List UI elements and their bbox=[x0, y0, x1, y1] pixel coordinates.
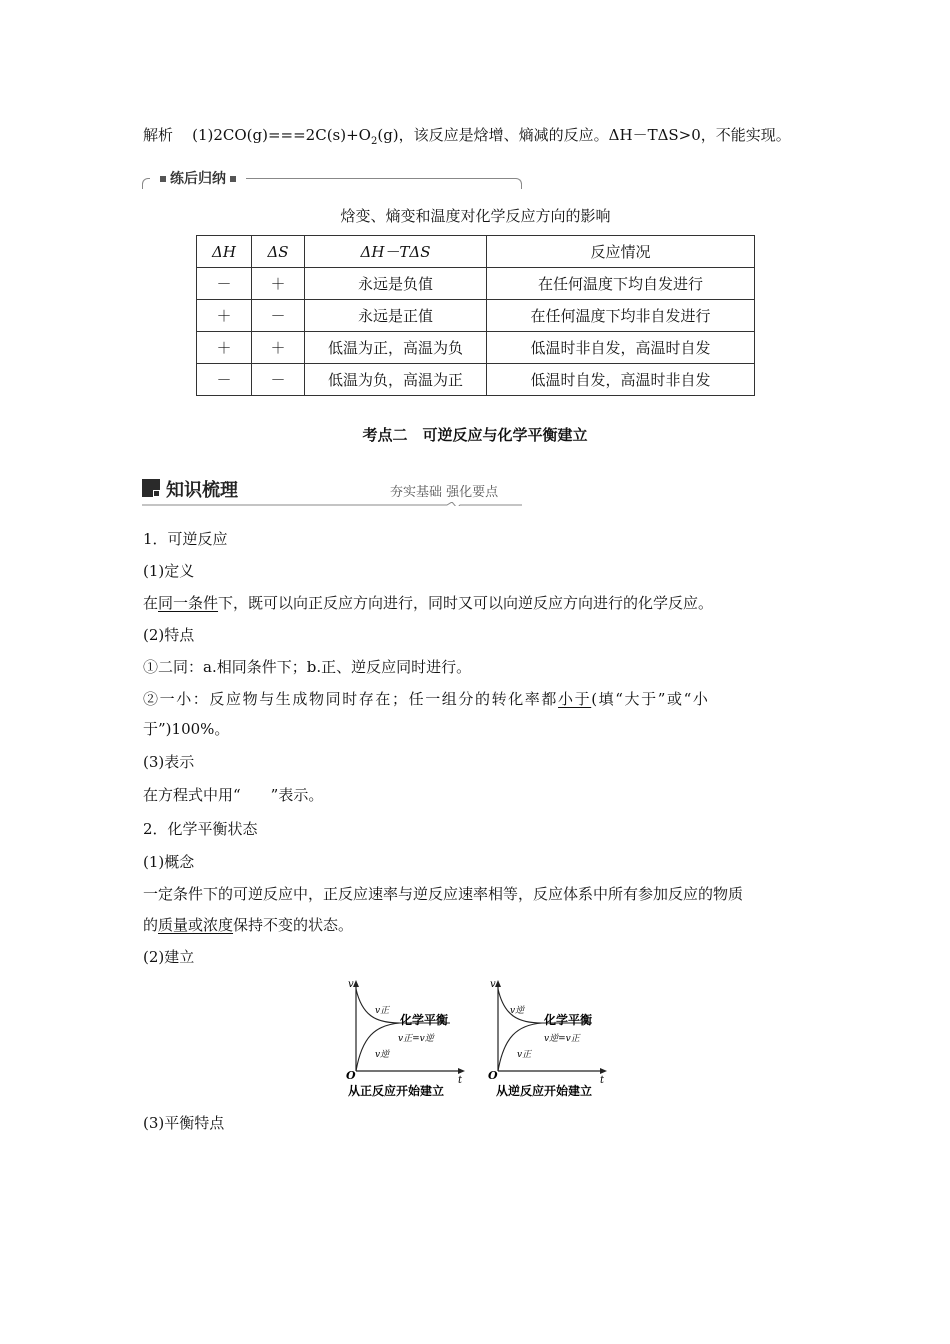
header-cell: ΔS bbox=[252, 236, 305, 268]
definition-underlined: 同一条件 bbox=[158, 594, 219, 612]
feature-one: ①二同：a.相同条件下；b.正、逆反应同时进行。 bbox=[143, 658, 472, 676]
feature-two-text: ②一小：反应物与生成物同时存在；任一组分的转化率都 bbox=[143, 690, 559, 708]
definition-paragraph bbox=[143, 593, 713, 613]
t-axis-label: t bbox=[458, 1075, 463, 1086]
equilibrium-label: 化学平衡 bbox=[544, 1013, 593, 1027]
table-cell: ＋ bbox=[197, 332, 252, 364]
feature-two-text: (填“大于”或“小 bbox=[591, 690, 710, 708]
concept-text: 的 bbox=[143, 916, 159, 934]
analysis-equation: (1)2CO(g)===2C(s)+O bbox=[192, 126, 371, 144]
table-header-row bbox=[197, 236, 755, 268]
figure-caption: 从逆反应开始建立 bbox=[496, 1084, 593, 1098]
knowledge-icon bbox=[142, 479, 160, 497]
upper-curve-label: v正 bbox=[375, 1006, 390, 1016]
banner-label bbox=[150, 168, 246, 188]
v-axis-label: v bbox=[348, 979, 354, 990]
label-features: (2)特点 bbox=[143, 626, 195, 644]
label-definition: (1)定义 bbox=[143, 562, 195, 580]
label-representation: (3)表示 bbox=[143, 753, 195, 771]
thermo-table bbox=[196, 235, 755, 396]
lower-curve-label: v正 bbox=[517, 1050, 532, 1060]
table-cell: ＋ bbox=[252, 268, 305, 300]
square-bullet-icon bbox=[230, 176, 236, 182]
table-cell: － bbox=[197, 364, 252, 396]
table-cell: 永远是负值 bbox=[305, 268, 487, 300]
label-equilibrium-features: (3)平衡特点 bbox=[143, 1114, 225, 1132]
equilibrium-label: 化学平衡 bbox=[400, 1013, 449, 1027]
feature-two-continued: 于”)100%。 bbox=[143, 720, 230, 738]
header-divider bbox=[142, 502, 522, 506]
origin-label: O bbox=[346, 1069, 356, 1082]
table-cell: 永远是正值 bbox=[305, 300, 487, 332]
concept-line-2 bbox=[143, 915, 353, 935]
label-concept: (1)概念 bbox=[143, 853, 195, 871]
table-cell: 在任何温度下均非自发进行 bbox=[487, 300, 755, 332]
lower-curve-label: v逆 bbox=[375, 1050, 390, 1060]
table-cell: 低温时自发，高温时非自发 bbox=[487, 364, 755, 396]
heading-reversible: 1．可逆反应 bbox=[143, 530, 228, 548]
origin-label: O bbox=[488, 1069, 498, 1082]
table-cell: ＋ bbox=[197, 300, 252, 332]
concept-line-1: 一定条件下的可逆反应中，正反应速率与逆反应速率相等，反应体系中所有参加反应的物质 bbox=[143, 885, 744, 903]
table-cell: 低温为负，高温为正 bbox=[305, 364, 487, 396]
feature-two bbox=[143, 689, 709, 709]
representation-text: 在方程式中用“ ”表示。 bbox=[143, 786, 324, 804]
upper-curve-label: v逆 bbox=[510, 1006, 525, 1016]
table-caption: 焓变、熵变和温度对化学反应方向的影响 bbox=[340, 207, 611, 225]
header-cell: ΔH－TΔS bbox=[305, 236, 487, 268]
t-axis-label: t bbox=[600, 1075, 605, 1086]
feature-two-underlined: 小于 bbox=[558, 690, 592, 708]
table-row bbox=[197, 268, 755, 300]
heading-equilibrium: 2．化学平衡状态 bbox=[143, 820, 258, 838]
analysis-conclusion: (g)，该反应是焓增、熵减的反应。ΔH－TΔS>0，不能实现。 bbox=[377, 126, 791, 144]
definition-text: 下，既可以向正反应方向进行，同时又可以向逆反应方向进行的化学反应。 bbox=[218, 594, 714, 612]
equilibrium-condition: v逆=v正 bbox=[544, 1034, 580, 1044]
table-row bbox=[197, 364, 755, 396]
summary-banner bbox=[142, 170, 520, 192]
table-cell: － bbox=[252, 364, 305, 396]
concept-text: 保持不变的状态。 bbox=[233, 916, 354, 934]
definition-text: 在 bbox=[143, 594, 159, 612]
label-establishment: (2)建立 bbox=[143, 948, 195, 966]
table-cell: － bbox=[197, 268, 252, 300]
analysis-subscript: 2 bbox=[370, 136, 378, 147]
v-axis-label: v bbox=[490, 979, 496, 990]
forward-equilibrium-figure bbox=[340, 975, 470, 1100]
square-bullet-icon bbox=[160, 176, 166, 182]
equilibrium-condition: v正=v逆 bbox=[398, 1034, 434, 1044]
header-cell: 反应情况 bbox=[487, 236, 755, 268]
knowledge-subtitle: 夯实基础 强化要点 bbox=[390, 485, 499, 500]
reverse-equilibrium-figure bbox=[482, 975, 612, 1100]
knowledge-title: 知识梳理 bbox=[166, 480, 238, 501]
analysis-paragraph bbox=[143, 125, 791, 152]
table-cell: － bbox=[252, 300, 305, 332]
table-row bbox=[197, 300, 755, 332]
table-row bbox=[197, 332, 755, 364]
concept-underlined: 质量或浓度 bbox=[158, 916, 234, 934]
header-cell: ΔH bbox=[197, 236, 252, 268]
banner-text: 练后归纳 bbox=[170, 171, 226, 187]
analysis-lead: 解析 bbox=[143, 126, 174, 144]
table-cell: 低温时非自发，高温时自发 bbox=[487, 332, 755, 364]
knowledge-header bbox=[142, 476, 522, 506]
table-cell: 低温为正，高温为负 bbox=[305, 332, 487, 364]
table-cell: 在任何温度下均自发进行 bbox=[487, 268, 755, 300]
table-cell: ＋ bbox=[252, 332, 305, 364]
section-title: 考点二 可逆反应与化学平衡建立 bbox=[362, 426, 588, 444]
figure-caption: 从正反应开始建立 bbox=[348, 1084, 445, 1098]
